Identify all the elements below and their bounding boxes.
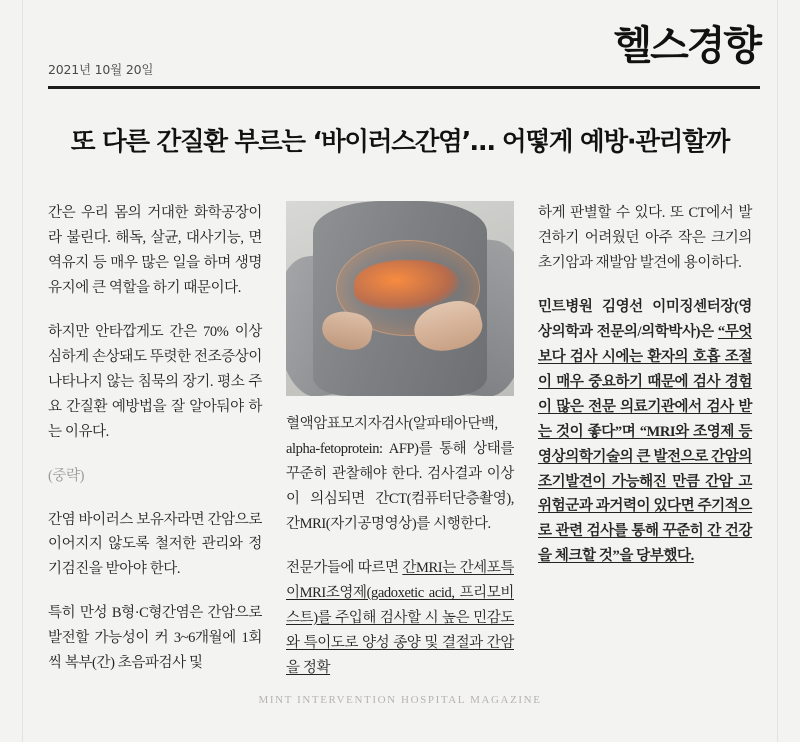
column-right	[538, 201, 752, 699]
page-edge-rule-right	[777, 0, 778, 742]
page-footer: MINT INTERVENTION HOSPITAL MAGAZINE	[258, 694, 542, 706]
article-photo	[286, 201, 514, 396]
paragraph-quote	[538, 295, 752, 569]
emphasized-text: 간MRI는 간세포특이MRI조영제(gadoxetic acid, 프리모비스트)를 주입해 검사할 시 높은 민감도와 특이도로 양성 종양 및 결절과 간암을 정확	[286, 559, 514, 676]
column-center	[286, 201, 514, 699]
expert-name: 민트병원 김영선 이미징센터장(영상의학과 전문의/의학박사)은	[538, 298, 752, 340]
emphasized-text: “무엇보다 검사 시에는 환자의 호흡 조절이 매우 중요하기 때문에 검사 경험이 많은 전문 의료기관에서 검사 받는 것이 좋다”며 “MRI와 조영제 등 영상의학기술의 큰 발전으로 간암의 조기발견이 가능해진 만큼 간암 고위험군과 과거력이 있다면 주기적으로 관련 검사를 통해 꾸준히 간 건강을 체크할 것”을 당부했다.	[538, 323, 752, 565]
paragraph-text: 전문가들에 따르면 간MRI는 간세포특이MRI조영제(gadoxetic acid, 프리모비스트)를 주입해 검사할 시 높은 민감도와 특이도로 양성 종양 및 결절과 간암을 정확	[286, 559, 514, 676]
paragraph: 하게 판별할 수 있다. 또 CT에서 발견하기 어려웠던 아주 작은 크기의 초기암과 재발암 발견에 용이하다.	[538, 205, 752, 272]
paragraph: 혈액암표모지자검사(알파태아단백, alpha-fetoprotein: AFP)를 통해 상태를 꾸준히 관찰해야 한다. 검사결과 이상이 의심되면 간CT(컴퓨터단층촬영), 간MRI(자기공명영상)를 시행한다.	[286, 416, 514, 532]
page-title: 또 다른 간질환 부르는 ‘바이러스간염’… 어떻게 예방·관리할까	[70, 127, 730, 157]
issue-date: 2021년 10월 20일	[48, 62, 154, 77]
paragraph: 특히 만성 B형·C형간염은 간암으로 발전할 가능성이 커 3~6개월에 1회씩 복부(간) 초음파검사 및	[48, 605, 262, 672]
paragraph-with-emphasis	[286, 556, 514, 681]
paragraph: 하지만 안타깝게도 간은 70% 이상 심하게 손상돼도 뚜렷한 전조증상이 나타나지 않는 침묵의 장기. 평소 주요 간질환 예방법을 잘 알아둬야 하는 이유다.	[48, 323, 262, 440]
paragraph: 간은 우리 몸의 거대한 화학공장이라 불린다. 해독, 살균, 대사기능, 면역유지 등 매우 많은 일을 하며 생명 유지에 큰 역할을 하기 때문이다.	[48, 205, 262, 296]
masthead-divider	[48, 86, 760, 89]
column-left	[48, 201, 262, 699]
article-body	[40, 201, 760, 699]
page-edge-rule-left	[22, 0, 23, 742]
masthead	[40, 0, 760, 92]
paragraph-omitted-marker: (중략)	[48, 467, 85, 484]
paragraph: 간염 바이러스 보유자라면 간암으로 이어지지 않도록 철저한 관리와 정기검진을 받아야 한다.	[48, 511, 262, 578]
publication-logo: 헬스경향	[613, 23, 760, 69]
